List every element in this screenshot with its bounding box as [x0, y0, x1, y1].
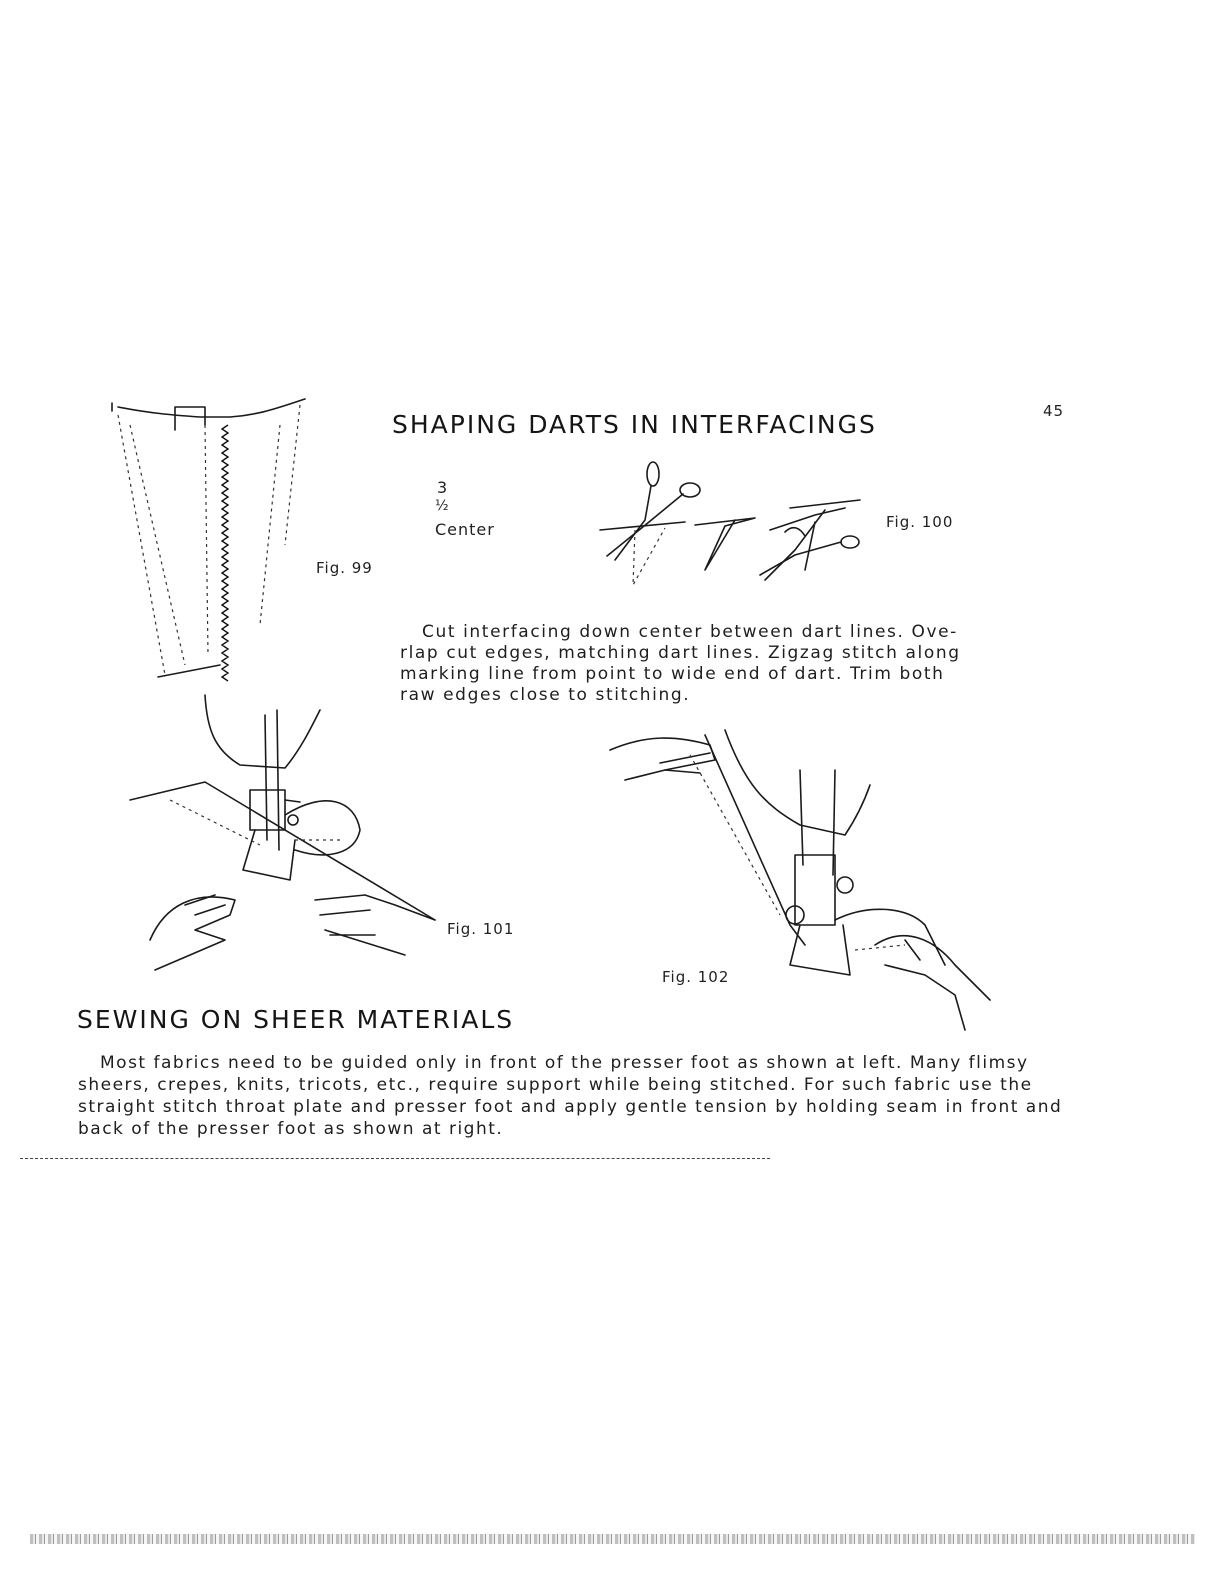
- instruction-line: raw edges close to stitching.: [400, 685, 691, 705]
- section-title-shaping-darts: SHAPING DARTS IN INTERFACINGS: [392, 410, 877, 439]
- legend-fraction: ½: [435, 498, 450, 514]
- page-number: 45: [1043, 402, 1065, 420]
- legend-number: 3: [437, 478, 449, 497]
- instruction-line: rlap cut edges, matching dart lines. Zigzag stitch along: [400, 643, 961, 663]
- fig-99-label: Fig. 99: [316, 559, 373, 577]
- section-title-sheer-materials: SEWING ON SHEER MATERIALS: [77, 1005, 515, 1034]
- scan-edge-strip: [30, 1534, 1195, 1544]
- fig-99-illustration: [110, 395, 310, 685]
- instruction-line: marking line from point to wide end of dart. Trim both: [400, 664, 945, 684]
- instruction-paragraph: [400, 622, 980, 706]
- fig-102-illustration: [605, 725, 995, 1035]
- sheer-line: Most fabrics need to be guided only in front of the presser foot as shown at left. Many flimsy: [100, 1053, 1029, 1073]
- sheer-line: straight stitch throat plate and presser foot and apply gentle tension by holding seam in front and: [78, 1097, 1063, 1117]
- section-divider: [20, 1158, 770, 1159]
- sheer-line: back of the presser foot as shown at right.: [78, 1119, 504, 1139]
- sheer-paragraph: [78, 1052, 1063, 1140]
- fig-102-label: Fig. 102: [662, 968, 730, 986]
- fig-100-illustration: [595, 460, 875, 590]
- fig-101-illustration: [125, 690, 445, 980]
- fig-100-label: Fig. 100: [886, 513, 954, 531]
- sheer-line: sheers, crepes, knits, tricots, etc., require support while being stitched. For such fabric use the: [78, 1075, 1033, 1095]
- fig-101-label: Fig. 101: [447, 920, 515, 938]
- legend-center: Center: [435, 520, 495, 539]
- instruction-line: Cut interfacing down center between dart lines. Ove-: [422, 622, 958, 642]
